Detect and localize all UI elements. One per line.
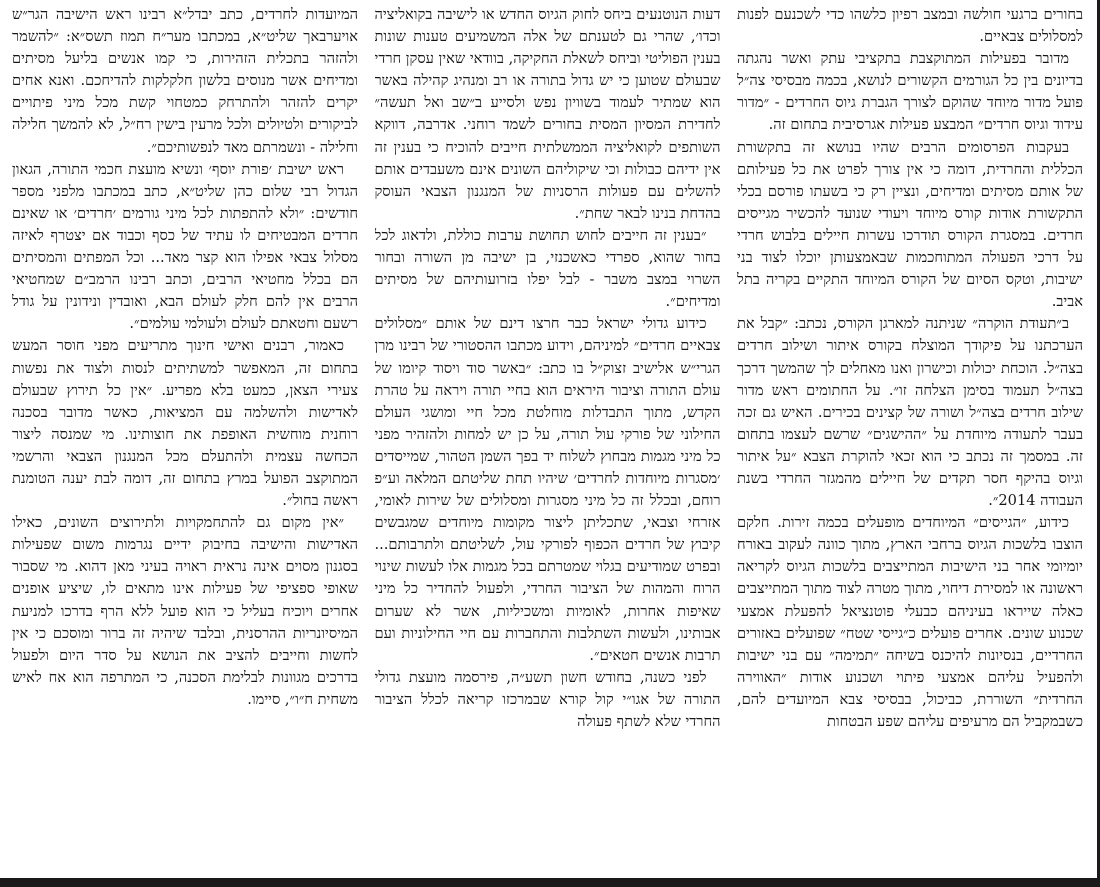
article-column-right — [737, 4, 1083, 868]
article-column-left — [12, 4, 358, 868]
article-paragraph: בחורים ברגעי חולשה ובמצב רפיון כלשהו כדי לשכנעם לפנות למסלולים צבאיים. — [737, 6, 1083, 46]
article-column-middle — [375, 4, 721, 868]
article-paragraph: דעות הנוטנעים ביחס לחוק הגיוס החדש או לישיבה בקואליציה וכדו׳, שהרי גם לטענתם של אלה המשמיעים טענות שונות בענין הפוליטי וביחס לשאלת החקיקה, בוודאי שאין עסקן חרדי שבעולם שטוען כי יש גדול בתורה או רב ומנהיג קהילה באשר הוא שמתיר לעמוד בשוויון נפש ולסייע ב״שב ואל תעשה״ לחדירת המסיון המסית בחורים לשמד רוחני. אדרבה, דווקא השותפים לקואליציה הממשלתית חייבים להוכיח כי בענין זה אין ידיהם כבולות וכי שיקוליהם השונים אינם משעבדים אותם להשלים עם פעולות הרסניות של המנגנון הצבאי העוסק בהדחת בנינו לבאר שחת״. — [374, 6, 721, 222]
article-paragraph: ראש ישיבת ׳פורת יוסף׳ ונשיא מועצת חכמי התורה, הגאון הגדול רבי שלום כהן שליט״א, כתב במכתבו מלפני מספר חודשים: ״ולא להתפתות לכל מיני גורמים ׳חרדים׳ או שאינם חרדים המבטיחים לו עתיד של כסף וכבוד אם יצטרף לאיזה מסלול צבאי אפילו הוא קצר מאד... וכל המפתים והמסיתים הם בכלל מחטיאי הרבים, וכתב רבינו הרמב״ם שמחטיאי הרבים אין להם חלק לעולם הבא, ואובדין ונידונין על גודל רשעם וחטאתם לעולם ולעולמי עולמים״. — [12, 160, 358, 333]
article-paragraph: לפני כשנה, בחודש חשון תשע״ה, פירסמה מועצת גדולי התורה של אגו״י קול קורא שבמרכזו קריאה לכלל הציבור החרדי שלא לשתף פעולה — [374, 668, 721, 730]
article-paragraph: ״אין מקום גם להתחמקויות ולתירוצים השונים, כאילו האדישות והישיבה בחיבוק ידיים נגרמות משום שפעילות בסגנון מסוים אינה נראית ראויה בעיני מאן דהוא. מי שסבור שאופי ספציפי של פעילות אינו מתאים לו, שיציע אופנים אחרים ויוכיח בעליל כי הוא פועל ללא הרף בדרכו למניעת המיסיונריות ההרסנית, ובלבד שיהיה זה ברור ומוסכם כי אין לחשות וחייבים להציב את הנושא על סדר היום ולפעול בדרכים מגוונות לבלימת הסכנה, כי המתרפה הוא אח לאיש משחית ח״ו״, סיימו. — [12, 514, 358, 708]
article-paragraph: כידוע גדולי ישראל כבר חרצו דינם של אותם ״מסלולים צבאיים חרדים״ למיניהם, וידוע מכתבו ההסטורי של רבינו מרן הגרי״ש אלישיב זצוק״ל בו כתב: ״באשר סוד ויסוד קיומו של עולם התורה וציבור היראים הוא בחיי תורה ויראה על טהרת הקדש, מתוך התבדלות מוחלטת מכל חיי ומושגי העולם החילוני של פורקי עול תורה, על כן יש למחות ולהזהיר מפני כל מיני מגמות מבחוץ לשלוח יד בפך השמן הטהור, שמייסדים ׳מסגרות מיוחדות לחרדים׳ שיהיו תחת שליטתם המלאה וע״פ רוחם, ובכלל זה כל מיני מסגרות ומסלולים של שירות לאומי, אזרחי וצבאי, שתכליתן ליצור מקומות מיוחדים שמגבשים קיבוץ של חרדים הכפוף לפורקי עול, לשליטתם ולתרבותם... ובפרט שמודיעים בגלוי שמטרתם בכל מגמות אלו לעשות שינוי הרוח והמהות של הציבור החרדי, ולפעול להחדיר כל מיני שאיפות אחרות, לאומיות ומשכיליות, אשר לא שערום אבותינו, ולעשות השתלבות והתחברות עם חיי החילוניות ועם תרבות אנשים חטאים״. — [374, 315, 721, 664]
article-paragraph: כידוע, ״הגייסים״ המיוחדים מופעלים בכמה זירות. חלקם הוצבו בלשכות הגיוס ברחבי הארץ, מתוך כוונה לעקוב באורח יומיומי אחר בני הישיבות המתייצבים בלשכות הגיוס לקריאה ראשונה או למסירת דיחוי, מתוך מטרה לצוד מתוך המתייצבים כאלה שייראו בעיניהם כבעלי פוטנציאל להפעלת אמצעי שכנוע שונים. אחרים פועלים כ״גייסי שטח״ שפועלים באזורים החרדיים, בנסיונות להיכנס בשיחה ״תמימה״ עם בני ישיבות ולהפעיל עליהם אמצעי פיתוי ושכנוע אודות ״האווירה החרדית״ השוררת, כביכול, בבסיסי צבא המיועדים להם, כשבמקביל הם מרעיפים עליהם שפע הבטחות — [737, 514, 1083, 730]
article-paragraph: מדובר בפעילות המתוקצבת בתקציבי עתק ואשר נהגתה בדיונים בין כל הגורמים הקשורים לנושא, בכמה מבסיסי צה״ל פועל מדור מיוחד שהוקם לצורך הגברת גיוס החרדים - ״מדור עידוד וגיוס חרדים״ המבצע פעילות אגרסיבית בתחום זה. — [737, 50, 1083, 134]
article-paragraph: ״בענין זה חייבים לחוש תחושת ערבות כוללת, ולדאוג לכל בחור שהוא, ספרדי כאשכנזי, בן ישיבה מן השורה ובחור השרוי במצב משבר - לבל יפלו בזרועותיהם של מסיתים ומדיחים״. — [374, 226, 721, 311]
article-paragraph: המיועדות לחרדים, כתב יבדל״א רבינו ראש הישיבה הגר״ש אויערבאך שליט״א, במכתבו מער״ח תמוז תשס״א: ״להשמר ולהזהר בתכלית הזהירות, כי קמו אנשים בליעל מסיתים ומדיחים אשר מנוסים בלשון חלקלקות להדיחכם. ואנא אחים יקרים להזהר ולהתרחק כמטחוי קשת מכל מיני פיתויים לביקורים ולטיולים ולכל מרעין בישין רח״ל, לא להמשך חלילה וחלילה - ונשמרתם מאד לנפשותיכם״. — [12, 6, 358, 156]
article-paragraph: כאמור, רבנים ואישי חינוך מתריעים מפני חוסר המעש בתחום זה, המאפשר למשתיתים לנסות ולצוד את נפשות צעירי הצאן, כמעט בלא מפריע. ״אין כל תירוץ שבעולם לאדישות ולהשלמה עם המציאות, כאשר מדובר בסכנה רוחנית מוחשית האופפת את חוצותינו. מי שמנסה ליצור הכחשה עצמית ולהתעלם מכל המנגנון הצבאי והרשמי המתוקצב הפועל במרץ בתחום זה, דומה לבת יענה הטומנת ראשה בחול״. — [12, 337, 358, 510]
article-columns — [12, 4, 1083, 868]
article-paragraph: ב״תעודת הוקרה״ שניתנה למארגן הקורס, נכתב: ״קבל את הערכתנו על פיקודך המוצלח בקורס איתור ושילוב חרדים בצה״ל. הוכחת יכולות וכישרון ואנו מאחלים לך שהמשך דרכך בצה״ל תעמוד בסימן הצלחה זו״. על החתומים ראש מדור שילוב חרדים בצה״ל ושורה של קצינים בכירים. האיש גם זכה בעבר לתעודה מיוחדת על ״ההישגים״ שרשם לעצמו בתחום זה. במסמך זה נכתב כי הוא זכאי להוקרת הצבא ״על איתור וגיוס בהיקף חסר תקדים של חיילים מהמגזר החרדי בשנת העבודה 2014״. — [737, 315, 1083, 510]
article-paragraph: בעקבות הפרסומים הרבים שהיו בנושא זה בתקשורת הכללית והחרדית, דומה כי אין צורך לפרט את כל פעילותם של אותם מסיתים ומדיחים, ונציין רק כי בשעתו פורסם בכלי התקשורת אודות קורס מיוחד ויעודי שנועד להכשיר מגייסים חרדים. במסגרת הקורס תודרכו עשרות חיילים בלבוש חרדי על דרכי הפעולה המתוחכמות שבאמצעותן יוכלו לצוד בני ישיבות, וטקס הסיום של הקורס המיוחד התקיים בקריה בתל אביב. — [737, 138, 1083, 311]
